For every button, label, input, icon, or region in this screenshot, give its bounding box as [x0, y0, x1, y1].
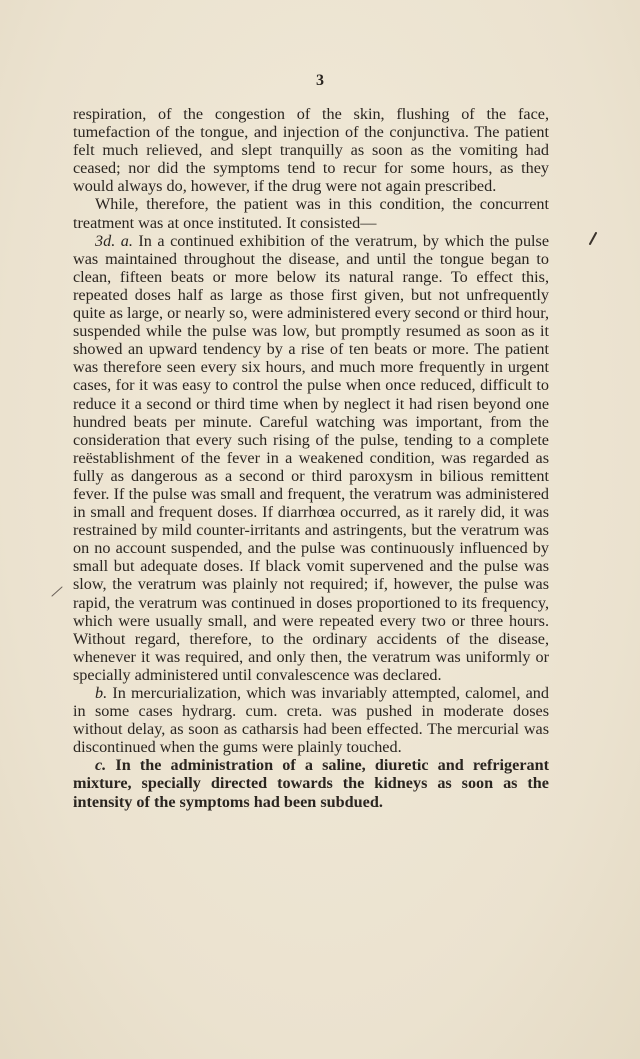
paragraph-1: [73, 105, 549, 195]
paragraph-3-label: 3d. a.: [95, 231, 133, 250]
page-number: 3: [316, 72, 324, 89]
paragraph-3: [73, 232, 549, 684]
margin-pencil-mark: [588, 232, 598, 246]
paragraph-5-text: In the administration of a saline, diuretic and refrigerant mixture, specially directed towards the kidneys as soon as the intensity of the symptoms had been subdued.: [73, 756, 550, 811]
paragraph-3-text: In a continued exhibition of the veratrum, by which the pulse was maintained throughout the disease, and until the tongue began to clean, fifteen beats or more below its natural range. To effect this, repeated doses half as large as those first given, but not unfrequently quite as large, or nearly so, were administered every second or third hour, suspended while the pulse was low, but promptly resumed as soon as it showed an upward tendency by a rise of ten beats or more. The patient was therefore seen every six hours, and much more frequently in urgent cases, for it was easy to control the pulse when once reduced, difficult to reduce it a second or third time when by neglect it had risen beyond one hundred beats per minute. Careful watching was important, from the consideration that every such rising of the pulse, tending to a complete reëstablishment of the fever in a weakened condition, was regarded as fully as dangerous as a second or third paroxysm in bilious remittent fever. If the pulse was small and frequent, the veratrum was administered in small and frequent doses. If diarrhœa occurred, as it rarely did, it was restrained by mild counter-irritants and astringents, but the veratrum was on no account suspended, and the pulse was continuously influenced by small but adequate doses. If black vomit supervened and the pulse was slow, the veratrum was plainly not required; if, however, the pulse was rapid, the veratrum was continued in doses proportioned to its frequency, which were usually small, and were repeated every two or three hours. Without regard, therefore, to the ordinary accidents of the disease, whenever it was required, and only then, the veratrum was uniformly or specially administered until convalescence was declared.: [73, 231, 550, 684]
paragraph-5-label: c.: [95, 756, 107, 775]
body-text: [73, 105, 549, 811]
paragraph-2-text: While, therefore, the patient was in this condition, the concurrent treatment was at once instituted. It consisted—: [73, 195, 549, 232]
paragraph-5: [73, 756, 549, 810]
margin-pencil-mark: [50, 586, 64, 598]
paragraph-4-text: In mercurialization, which was invariably attempted, calomel, and in some cases hydrarg. cum. creta. was pushed in moderate doses without delay, as soon as catharsis had been effected. The mercurial was discontinued when the gums were plainly touched.: [73, 684, 549, 757]
paragraph-1-text: respiration, of the congestion of the skin, flushing of the face, tumefaction of the tongue, and injection of the conjunctiva. The patient felt much relieved, and slept tranquilly as soon as the vomiting had ceased; nor did the symptoms tend to recur for some hours, as they would always do, however, if the drug were not again prescribed.: [73, 105, 549, 196]
paragraph-4: [73, 684, 549, 756]
paragraph-2: [73, 195, 549, 231]
paragraph-4-label: b.: [95, 684, 108, 702]
